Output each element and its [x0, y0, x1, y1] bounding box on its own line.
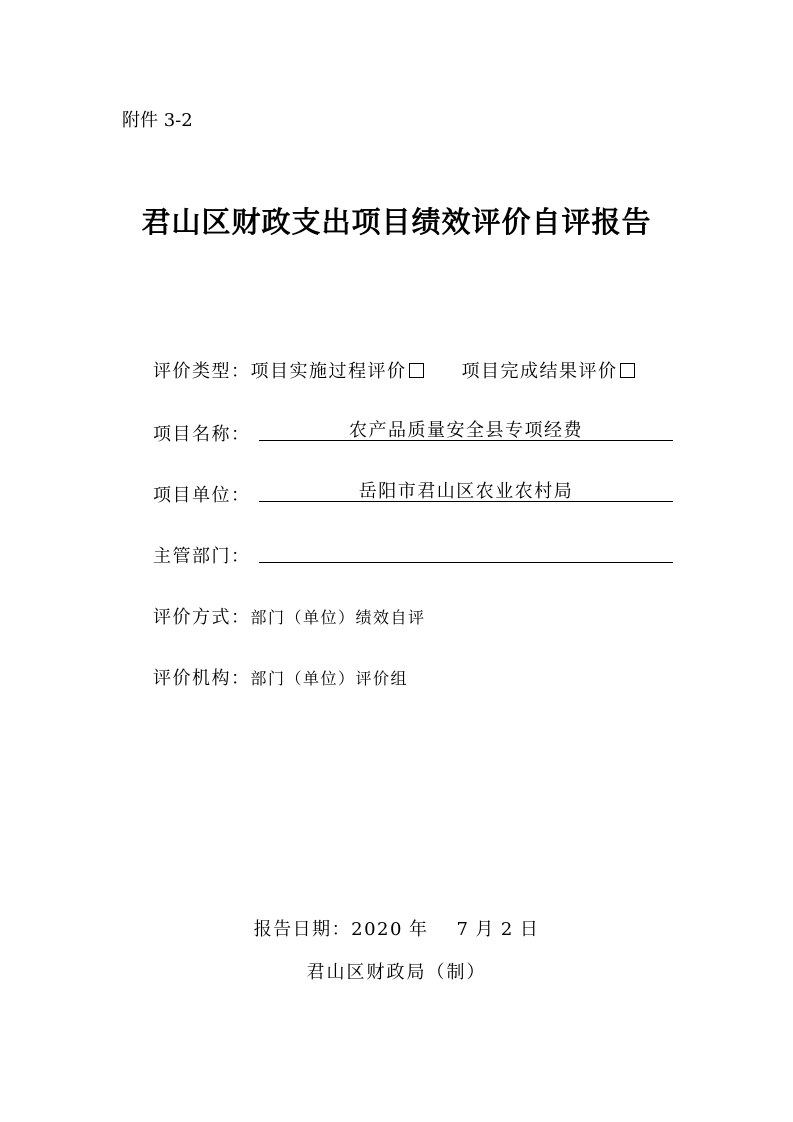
- process-checkbox-icon[interactable]: [409, 363, 424, 378]
- eval-method-label: 评价方式：: [153, 607, 251, 628]
- project-unit-label: 项目单位：: [153, 485, 251, 506]
- project-unit-row: [153, 481, 251, 507]
- report-date-label: 报告日期：: [253, 919, 352, 940]
- eval-type-option-process-label: 项目实施过程评价: [250, 361, 407, 382]
- eval-method-value: 部门（单位）绩效自评: [250, 608, 426, 627]
- report-date-day-unit: 日: [519, 919, 540, 940]
- eval-type-option-result[interactable]: [462, 357, 635, 383]
- report-date-day: 2: [500, 919, 514, 940]
- eval-type-option-process[interactable]: [251, 357, 424, 383]
- supervisor-field[interactable]: [259, 538, 673, 563]
- report-date-year-unit: 年: [408, 919, 429, 940]
- eval-type-row: [153, 357, 635, 383]
- eval-agency-row: [153, 664, 408, 690]
- project-name-row: [153, 420, 251, 446]
- report-date-month-unit: 月: [475, 919, 495, 940]
- attachment-number: 附件 3-2: [122, 110, 193, 131]
- project-unit-field[interactable]: 岳阳市君山区农业农村局: [259, 477, 673, 502]
- result-checkbox-icon[interactable]: [620, 363, 635, 378]
- project-name-field[interactable]: 农产品质量安全县专项经费: [259, 416, 673, 441]
- eval-agency-label: 评价机构：: [153, 668, 251, 689]
- eval-agency-value: 部门（单位）评价组: [250, 669, 409, 688]
- report-date-month: 7: [456, 919, 470, 940]
- project-name-label: 项目名称：: [153, 424, 251, 445]
- report-date-year: 2020: [351, 919, 403, 940]
- supervisor-label: 主管部门：: [153, 546, 251, 567]
- eval-type-option-result-label: 项目完成结果评价: [461, 361, 618, 382]
- report-title: 君山区财政支出项目绩效评价自评报告: [141, 205, 652, 239]
- report-date: [0, 915, 793, 941]
- supervisor-row: [153, 542, 251, 568]
- issuer: 君山区财政局（制）: [306, 962, 487, 983]
- eval-method-row: [153, 603, 426, 629]
- eval-type-label: 评价类型：: [153, 361, 251, 382]
